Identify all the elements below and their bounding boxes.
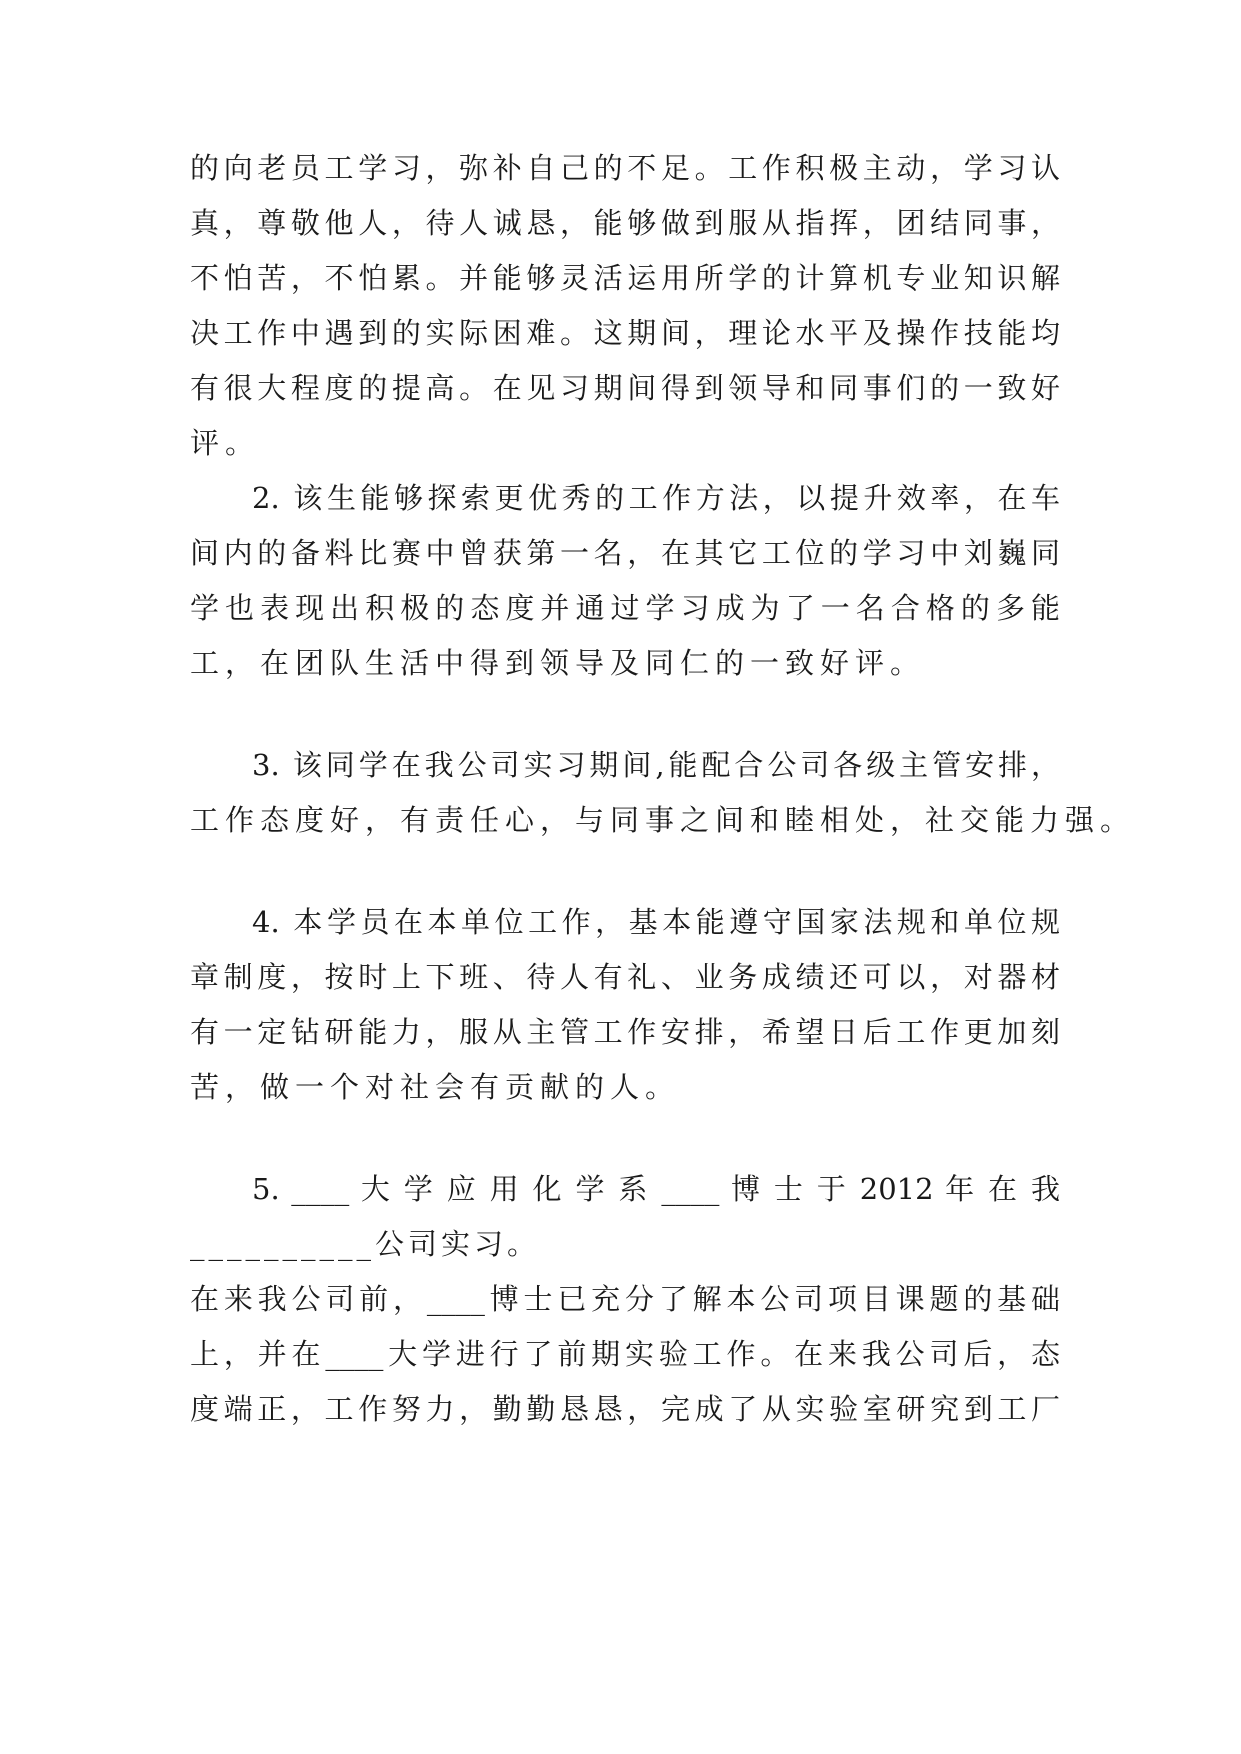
paragraph-5-start: 5. ____ 大 学 应 用 化 学 系 ____ 博 士 于 2012 年 在 我: [252, 1172, 1060, 1206]
text-line: 章制度，按时上下班、待人有礼、业务成绩还可以，对器材: [190, 960, 1060, 994]
text-line: 间内的备料比赛中曾获第一名，在其它工位的学习中刘巍同: [190, 536, 1060, 570]
text-line: 苦，做一个对社会有贡献的人。: [190, 1070, 681, 1104]
text-line: __________公司实习。: [190, 1227, 541, 1261]
text-line: 在来我公司前，____博士已充分了解本公司项目课题的基础: [190, 1282, 1060, 1316]
text-line: 真，尊敬他人，待人诚恳，能够做到服从指挥，团结同事，: [190, 206, 1060, 240]
text-line: 的向老员工学习，弥补自己的不足。工作积极主动，学习认: [190, 151, 1060, 185]
text-line: 不怕苦，不怕累。并能够灵活运用所学的计算机专业知识解: [190, 261, 1060, 295]
text-line: 工作态度好，有责任心，与同事之间和睦相处，社交能力强。: [190, 803, 1136, 837]
paragraph-4-start: 4. 本学员在本单位工作，基本能遵守国家法规和单位规: [252, 905, 1060, 939]
text-line: 评。: [190, 426, 261, 460]
text-line: 有一定钻研能力，服从主管工作安排，希望日后工作更加刻: [190, 1015, 1060, 1049]
text-line: 工，在团队生活中得到领导及同仁的一致好评。: [190, 646, 926, 680]
paragraph-2-start: 2. 该生能够探索更优秀的工作方法，以提升效率，在车: [252, 481, 1060, 515]
paragraph-3-start: 3. 该同学在我公司实习期间,能配合公司各级主管安排，: [252, 748, 1060, 782]
text-line: 上，并在____大学进行了前期实验工作。在来我公司后，态: [190, 1337, 1060, 1371]
text-line: 决工作中遇到的实际困难。这期间，理论水平及操作技能均: [190, 316, 1060, 350]
text-line: 学也表现出积极的态度并通过学习成为了一名合格的多能: [190, 591, 1060, 625]
text-line: 度端正，工作努力，勤勤恳恳，完成了从实验室研究到工厂: [190, 1392, 1060, 1426]
text-line: 有很大程度的提高。在见习期间得到领导和同事们的一致好: [190, 371, 1060, 405]
